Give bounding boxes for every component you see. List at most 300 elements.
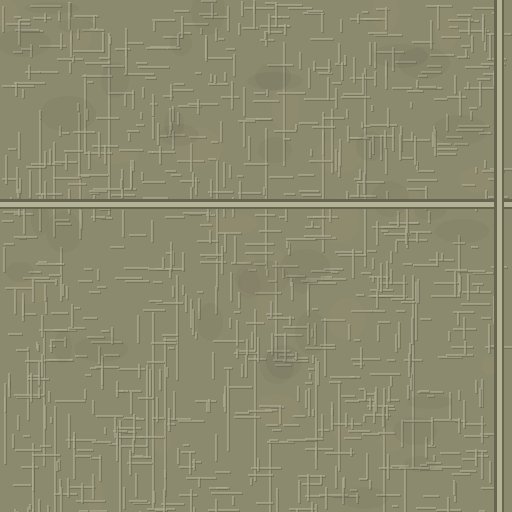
stroke-ridge	[253, 0, 255, 29]
stroke-ridge	[305, 382, 312, 384]
stroke-ridge	[129, 234, 146, 236]
stroke-ridge	[151, 342, 176, 344]
stroke-ridge	[41, 354, 43, 377]
stroke-ridge	[18, 132, 20, 159]
stroke-ridge	[49, 274, 60, 276]
stroke-ridge	[396, 310, 405, 312]
stroke-ridge	[302, 483, 321, 485]
tone-blotch	[271, 86, 299, 130]
stroke-ridge	[390, 376, 392, 386]
stroke-ridge	[312, 355, 314, 363]
stroke-ridge	[475, 449, 477, 466]
stroke-ridge	[130, 167, 132, 188]
stroke-ridge	[251, 332, 253, 348]
stroke-ridge	[195, 177, 197, 195]
stroke-ridge	[369, 398, 371, 410]
stroke-ridge	[96, 415, 123, 417]
stroke-ridge	[17, 189, 19, 198]
stroke-ridge	[469, 107, 477, 109]
stroke-ridge	[467, 274, 469, 300]
stroke-ridge	[345, 413, 347, 427]
stroke-ridge	[185, 294, 187, 312]
stroke-ridge	[396, 239, 427, 241]
stroke-ridge	[305, 438, 323, 440]
stroke-ridge	[317, 361, 319, 385]
horizontal-seam-shadow	[0, 199, 512, 202]
stroke-ridge	[254, 309, 256, 481]
stroke-ridge	[321, 278, 346, 280]
stroke-ridge	[229, 165, 231, 178]
stroke-ridge	[133, 414, 135, 442]
tone-blotch	[404, 456, 436, 472]
stroke-ridge	[288, 7, 312, 9]
stroke-ridge	[181, 451, 195, 453]
stroke-ridge	[192, 309, 194, 335]
stroke-ridge	[179, 466, 195, 468]
stroke-ridge	[343, 93, 362, 95]
stroke-ridge	[47, 505, 49, 512]
stroke-ridge	[244, 7, 274, 9]
stroke-ridge	[38, 388, 40, 398]
stroke-ridge	[102, 32, 104, 52]
tone-blotch	[6, 262, 34, 282]
stroke-ridge	[173, 391, 175, 420]
stroke-ridge	[8, 333, 22, 335]
stroke-ridge	[370, 373, 400, 375]
stroke-ridge	[170, 242, 172, 271]
stroke-ridge	[75, 455, 91, 457]
stroke-ridge	[171, 174, 181, 176]
stroke-ridge	[454, 271, 456, 297]
stroke-ridge	[341, 96, 370, 98]
stroke-ridge	[162, 334, 178, 336]
stroke-ridge	[32, 454, 60, 456]
stroke-ridge	[67, 478, 69, 497]
stroke-ridge	[50, 341, 52, 352]
stroke-ridge	[206, 57, 232, 59]
stroke-ridge	[36, 193, 62, 195]
tone-blotch	[398, 47, 450, 79]
tone-blotch	[202, 213, 258, 235]
stroke-ridge	[359, 169, 361, 180]
stroke-ridge	[22, 89, 24, 98]
stroke-ridge	[423, 495, 439, 497]
tone-blotch	[12, 278, 48, 304]
stroke-ridge	[206, 402, 208, 412]
tone-blotch	[101, 62, 129, 98]
stroke-ridge	[489, 461, 491, 483]
stroke-ridge	[457, 312, 459, 325]
stroke-ridge	[385, 147, 387, 174]
tone-blotch	[266, 345, 302, 379]
stroke-ridge	[174, 83, 184, 85]
stroke-ridge	[312, 126, 335, 128]
stroke-ridge	[483, 73, 494, 75]
stroke-ridge	[377, 277, 379, 289]
stroke-ridge	[357, 181, 384, 183]
stroke-ridge	[159, 146, 161, 164]
tone-blotch	[252, 394, 300, 426]
stroke-ridge	[452, 473, 470, 475]
stroke-ridge	[182, 285, 184, 295]
stroke-ridge	[215, 499, 217, 512]
stroke-ridge	[152, 312, 154, 508]
stroke-ridge	[475, 380, 477, 393]
stroke-ridge	[437, 148, 457, 150]
tone-blotch	[356, 131, 384, 161]
tone-blotch	[333, 425, 359, 441]
stroke-ridge	[372, 258, 374, 269]
stroke-ridge	[57, 58, 83, 60]
stroke-ridge	[295, 124, 297, 130]
stroke-ridge	[164, 470, 166, 478]
stroke-ridge	[453, 480, 455, 495]
stroke-ridge	[392, 505, 398, 507]
stroke-ridge	[136, 124, 144, 126]
stroke-ridge	[353, 57, 355, 83]
stroke-ridge	[335, 88, 337, 108]
stroke-ridge	[308, 68, 310, 88]
vertical-seam-shadow	[494, 0, 497, 512]
stroke-ridge	[351, 358, 380, 360]
stroke-ridge	[68, 437, 70, 448]
stroke-ridge	[359, 478, 367, 480]
stroke-ridge	[224, 72, 226, 81]
stroke-ridge	[197, 291, 203, 293]
stroke-ridge	[146, 47, 168, 49]
stroke-ridge	[208, 509, 239, 511]
stroke-ridge	[382, 407, 384, 427]
stroke-ridge	[238, 23, 240, 35]
stroke-ridge	[310, 149, 312, 156]
stroke-ridge	[335, 251, 362, 253]
stroke-ridge	[208, 83, 228, 85]
stroke-ridge	[193, 507, 195, 512]
stroke-ridge	[29, 504, 31, 510]
stroke-ridge	[414, 136, 416, 165]
stroke-ridge	[479, 81, 481, 106]
stroke-ridge	[335, 466, 337, 488]
stroke-ridge	[481, 416, 483, 443]
stroke-ridge	[236, 349, 238, 358]
stroke-ridge	[367, 250, 376, 252]
stroke-ridge	[38, 261, 47, 263]
stroke-ridge	[120, 179, 122, 188]
stroke-ridge	[166, 367, 168, 377]
stroke-ridge	[361, 122, 363, 128]
stroke-ridge	[172, 286, 174, 297]
stroke-ridge	[142, 181, 165, 183]
stroke-ridge	[44, 405, 46, 429]
stroke-ridge	[329, 381, 341, 383]
stroke-ridge	[347, 126, 349, 142]
stroke-ridge	[152, 151, 175, 153]
stroke-ridge	[315, 504, 317, 512]
stroke-ridge	[408, 222, 418, 224]
stroke-ridge	[407, 179, 437, 181]
stroke-ridge	[221, 246, 223, 274]
stroke-ridge	[223, 162, 225, 187]
stroke-ridge	[125, 280, 149, 282]
stroke-ridge	[224, 386, 226, 412]
tone-blotch	[393, 417, 437, 445]
tone-blotch	[328, 298, 366, 340]
stroke-ridge	[272, 429, 281, 431]
stroke-ridge	[387, 108, 389, 127]
stroke-ridge	[392, 87, 412, 89]
stroke-ridge	[354, 339, 360, 341]
stroke-ridge	[54, 406, 56, 512]
stroke-ridge	[313, 61, 315, 71]
stroke-ridge	[246, 339, 248, 355]
stroke-ridge	[143, 197, 168, 199]
stroke-ridge	[284, 24, 286, 35]
stroke-ridge	[420, 318, 431, 320]
stroke-ridge	[304, 98, 335, 100]
tone-blotch	[153, 424, 171, 456]
stroke-ridge	[401, 301, 415, 303]
stroke-ridge	[462, 458, 476, 460]
stroke-ridge	[392, 127, 394, 151]
stroke-ridge	[212, 352, 214, 379]
stroke-ridge	[229, 386, 252, 388]
stroke-ridge	[465, 49, 467, 57]
stroke-ridge	[233, 54, 235, 76]
stroke-ridge	[315, 447, 317, 469]
stroke-ridge	[372, 276, 374, 282]
stroke-ridge	[472, 283, 483, 285]
stroke-ridge	[84, 268, 92, 270]
stroke-ridge	[93, 188, 123, 190]
stroke-ridge	[16, 349, 28, 351]
stroke-ridge	[159, 369, 161, 390]
stroke-ridge	[375, 387, 377, 412]
stroke-ridge	[357, 184, 359, 197]
stroke-ridge	[453, 311, 474, 313]
stroke-ridge	[238, 120, 255, 122]
stroke-ridge	[3, 247, 5, 272]
stroke-ridge	[163, 339, 176, 341]
stroke-ridge	[17, 415, 19, 430]
stroke-ridge	[55, 279, 57, 285]
stroke-ridge	[64, 150, 83, 152]
stroke-ridge	[226, 48, 235, 50]
stroke-ridge	[463, 400, 465, 428]
stroke-ridge	[40, 445, 51, 447]
stroke-ridge	[377, 325, 379, 341]
tone-blotch	[46, 211, 82, 253]
stroke-ridge	[356, 294, 364, 296]
stroke-ridge	[221, 96, 239, 98]
stroke-ridge	[124, 94, 126, 106]
stroke-ridge	[69, 62, 71, 73]
stroke-ridge	[403, 275, 405, 299]
stroke-ridge	[268, 14, 270, 34]
stroke-ridge	[195, 400, 216, 402]
stroke-ridge	[299, 52, 301, 69]
stroke-ridge	[127, 130, 139, 132]
stroke-ridge	[269, 439, 278, 441]
stroke-ridge	[224, 367, 232, 369]
stroke-ridge	[305, 390, 307, 408]
stroke-ridge	[237, 175, 243, 177]
stroke-ridge	[477, 78, 490, 80]
stroke-ridge	[65, 154, 67, 170]
stroke-ridge	[165, 216, 184, 218]
stroke-ridge	[323, 117, 344, 119]
tone-blotch	[74, 336, 128, 362]
stroke-ridge	[416, 232, 418, 242]
stroke-ridge	[44, 151, 46, 167]
stroke-ridge	[378, 321, 390, 323]
stroke-ridge	[190, 299, 192, 328]
stroke-ridge	[284, 193, 295, 195]
stroke-ridge	[403, 263, 412, 265]
stroke-ridge	[138, 364, 140, 378]
stroke-ridge	[298, 480, 300, 503]
stroke-ridge	[178, 420, 204, 422]
stroke-ridge	[4, 383, 6, 412]
stroke-ridge	[321, 414, 323, 437]
stroke-ridge	[250, 478, 252, 485]
stroke-ridge	[152, 19, 175, 21]
stroke-ridge	[168, 418, 191, 420]
stroke-ridge	[195, 332, 197, 339]
stroke-ridge	[410, 231, 431, 233]
stroke-ridge	[464, 341, 466, 354]
stroke-ridge	[308, 388, 310, 416]
stroke-ridge	[214, 75, 216, 83]
stroke-ridge	[447, 96, 466, 98]
stroke-ridge	[183, 444, 189, 446]
stroke-ridge	[62, 284, 64, 296]
stroke-ridge	[215, 471, 230, 473]
stroke-ridge	[197, 240, 218, 242]
stroke-ridge	[401, 157, 413, 159]
stroke-ridge	[269, 176, 293, 178]
stroke-ridge	[8, 148, 16, 150]
tone-blotch	[240, 254, 260, 300]
stroke-ridge	[343, 477, 345, 488]
stroke-ridge	[170, 84, 172, 100]
stroke-ridge	[481, 452, 483, 479]
tone-blotch	[170, 32, 192, 56]
stroke-ridge	[390, 251, 392, 263]
stroke-ridge	[447, 497, 449, 512]
tone-blotch	[92, 150, 138, 164]
stroke-ridge	[15, 82, 17, 96]
stroke-ridge	[48, 391, 50, 402]
stroke-ridge	[338, 43, 340, 63]
stroke-ridge	[119, 420, 121, 512]
stroke-ridge	[28, 65, 30, 79]
stroke-ridge	[461, 303, 490, 305]
stroke-ridge	[224, 233, 226, 252]
stroke-ridge	[129, 450, 131, 475]
stroke-ridge	[380, 263, 382, 292]
stroke-ridge	[200, 254, 223, 256]
stroke-ridge	[437, 153, 456, 155]
stroke-ridge	[192, 172, 194, 187]
stroke-ridge	[481, 317, 491, 319]
stroke-ridge	[415, 282, 417, 340]
stroke-ridge	[257, 458, 259, 471]
stroke-ridge	[352, 249, 354, 278]
stroke-ridge	[350, 448, 352, 456]
stroke-ridge	[85, 62, 110, 64]
stroke-ridge	[451, 346, 473, 348]
stroke-ridge	[89, 190, 107, 192]
stroke-ridge	[471, 35, 473, 52]
stroke-ridge	[259, 230, 281, 232]
stroke-ridge	[168, 347, 174, 349]
stroke-ridge	[461, 45, 470, 47]
stroke-ridge	[49, 149, 51, 165]
stroke-ridge	[276, 488, 278, 512]
stroke-ridge	[416, 507, 436, 509]
stroke-ridge	[23, 208, 25, 234]
stroke-ridge	[21, 466, 38, 468]
stroke-ridge	[14, 82, 45, 84]
stroke-ridge	[274, 130, 296, 132]
tone-blotch	[247, 72, 303, 90]
stroke-ridge	[463, 317, 465, 339]
stroke-ridge	[371, 105, 373, 111]
stroke-ridge	[340, 19, 342, 32]
stroke-ridge	[4, 243, 14, 245]
stroke-ridge	[305, 448, 333, 450]
stroke-ridge	[256, 118, 271, 120]
stroke-ridge	[327, 77, 329, 100]
tone-blotch	[340, 487, 388, 509]
stroke-ridge	[286, 238, 316, 240]
stroke-ridge	[153, 281, 162, 283]
stroke-ridge	[85, 374, 91, 376]
stroke-ridge	[210, 179, 212, 197]
tone-blotch	[258, 137, 292, 163]
stroke-ridge	[168, 408, 170, 431]
stroke-ridge	[231, 81, 233, 109]
stroke-ridge	[467, 82, 469, 89]
tone-blotch	[407, 395, 453, 409]
stroke-ridge	[32, 463, 34, 491]
stroke-ridge	[147, 361, 164, 363]
stroke-ridge	[122, 210, 124, 237]
tone-blotch	[435, 219, 489, 243]
stroke-ridge	[285, 208, 287, 221]
stroke-ridge	[395, 334, 397, 352]
stroke-ridge	[404, 359, 422, 361]
tone-blotch	[40, 96, 96, 132]
stroke-ridge	[99, 455, 101, 481]
stroke-ridge	[19, 178, 21, 193]
stroke-ridge	[115, 277, 142, 279]
stroke-ridge	[479, 388, 481, 407]
stroke-ridge	[482, 18, 484, 41]
stroke-ridge	[248, 136, 250, 160]
stroke-ridge	[369, 42, 371, 65]
stroke-ridge	[129, 390, 141, 392]
stroke-ridge	[66, 286, 68, 299]
tone-blotch	[280, 249, 330, 285]
stroke-ridge	[363, 173, 365, 194]
stroke-ridge	[179, 494, 197, 496]
stroke-ridge	[110, 246, 124, 248]
stroke-ridge	[244, 163, 268, 165]
stroke-ridge	[291, 282, 293, 300]
stroke-ridge	[55, 400, 85, 402]
horizontal-seam-light	[0, 202, 512, 207]
